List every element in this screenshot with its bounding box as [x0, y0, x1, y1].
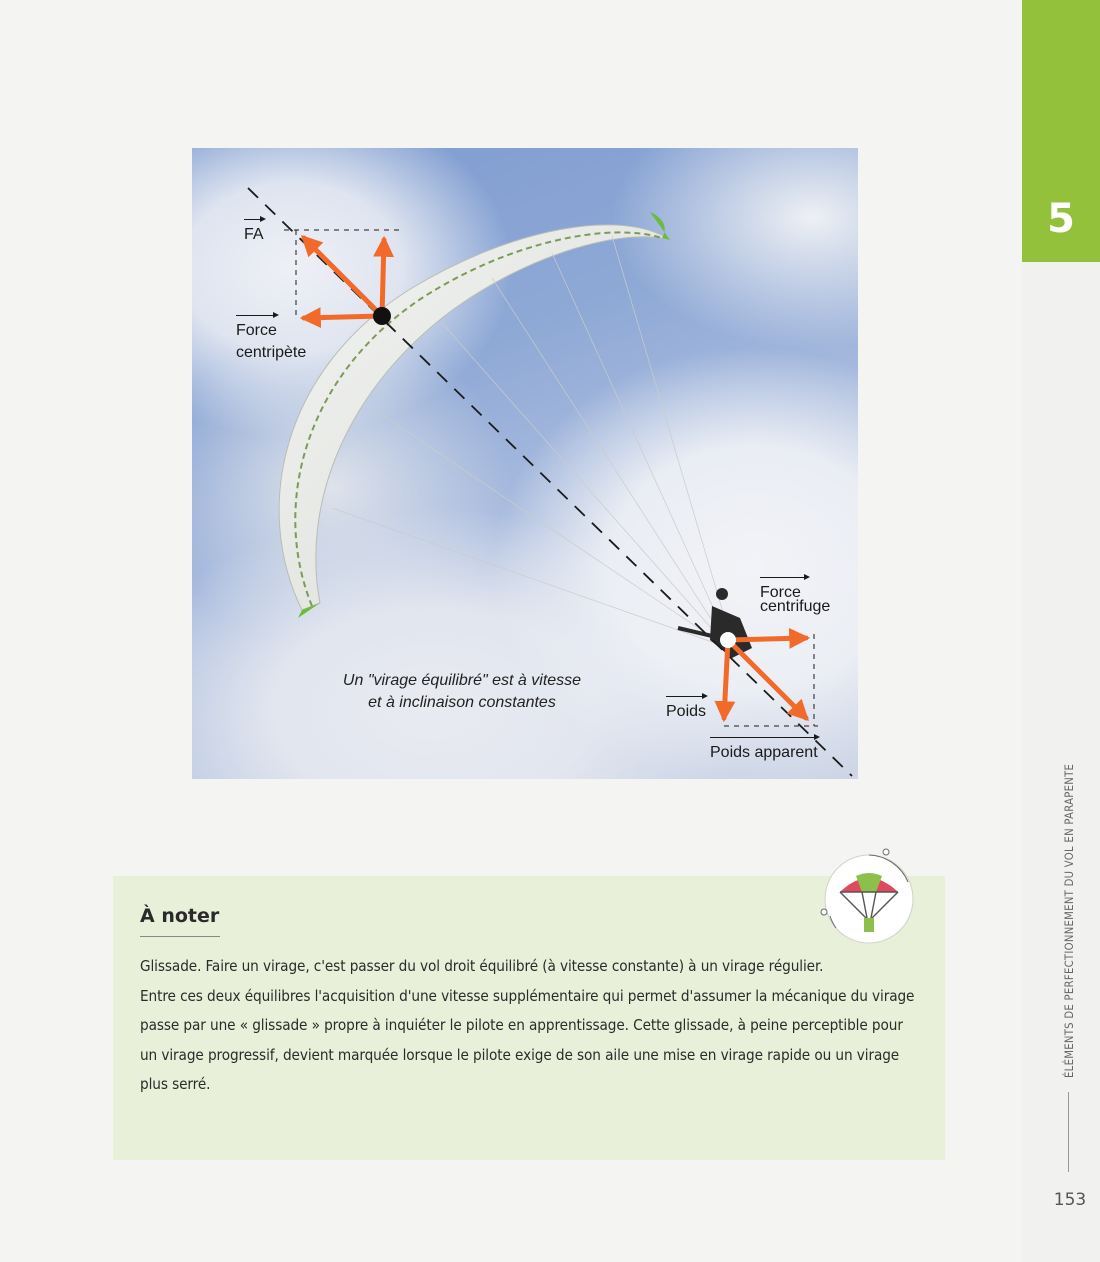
label-poids: Poids: [666, 703, 707, 720]
centrifugal-arrow: [728, 638, 806, 640]
label-force-centrifuge-1: Force: [760, 584, 808, 601]
parachute-icon: [816, 846, 922, 952]
figure-caption: [312, 670, 612, 714]
label-force-centrifuge-2: centrifuge: [760, 598, 831, 615]
note-heading-rule: [140, 936, 220, 937]
label-fa: FA: [244, 226, 264, 243]
running-title: ÉLÉMENTS DE PERFECTIONNEMENT DU VOL EN PARAPENTE: [1063, 763, 1076, 1078]
note-body: [140, 952, 920, 1100]
note-heading: À noter: [140, 905, 220, 927]
chapter-tab: [1022, 0, 1100, 262]
figure-caption-line2: et à inclinaison constantes: [368, 694, 556, 711]
label-force-centripete-2: centripète: [236, 344, 307, 361]
note-paragraph-2: Entre ces deux équilibres l'acquisition d'une vitesse supplémentaire qui permet d'assumer la mécanique du virage passe par une « glissade » propre à inquiéter le pilote en apprentissage. Cette glissade, à peine perceptible pour un virage progressif, devient marquée lorsque le pilote exige de son aile une mise en virage rapide ou un virage plus serré.: [140, 986, 915, 1093]
fa-arrow: [304, 238, 382, 316]
label-force-centripete-1: Force: [236, 322, 277, 339]
pilot: [678, 588, 752, 658]
figure-photo: [192, 148, 858, 779]
page-number: 153: [1053, 1190, 1087, 1210]
pilot-center-dot: [720, 632, 736, 648]
lift-arrow: [382, 240, 384, 316]
figure-caption-line1: Un "virage équilibré" est à vitesse: [342, 672, 582, 689]
label-poids-apparent: Poids apparent: [710, 744, 818, 761]
chapter-number: 5: [1047, 196, 1075, 242]
running-title-rule: [1068, 1092, 1069, 1172]
centripetal-arrow: [304, 316, 382, 318]
note-paragraph-1: Glissade. Faire un virage, c'est passer du vol droit équilibré (à vitesse constante) à un virage régulier.: [140, 957, 824, 975]
wing-center-dot: [373, 307, 391, 325]
suspension-lines: [332, 236, 730, 642]
apparent-weight-arrow: [728, 640, 806, 718]
